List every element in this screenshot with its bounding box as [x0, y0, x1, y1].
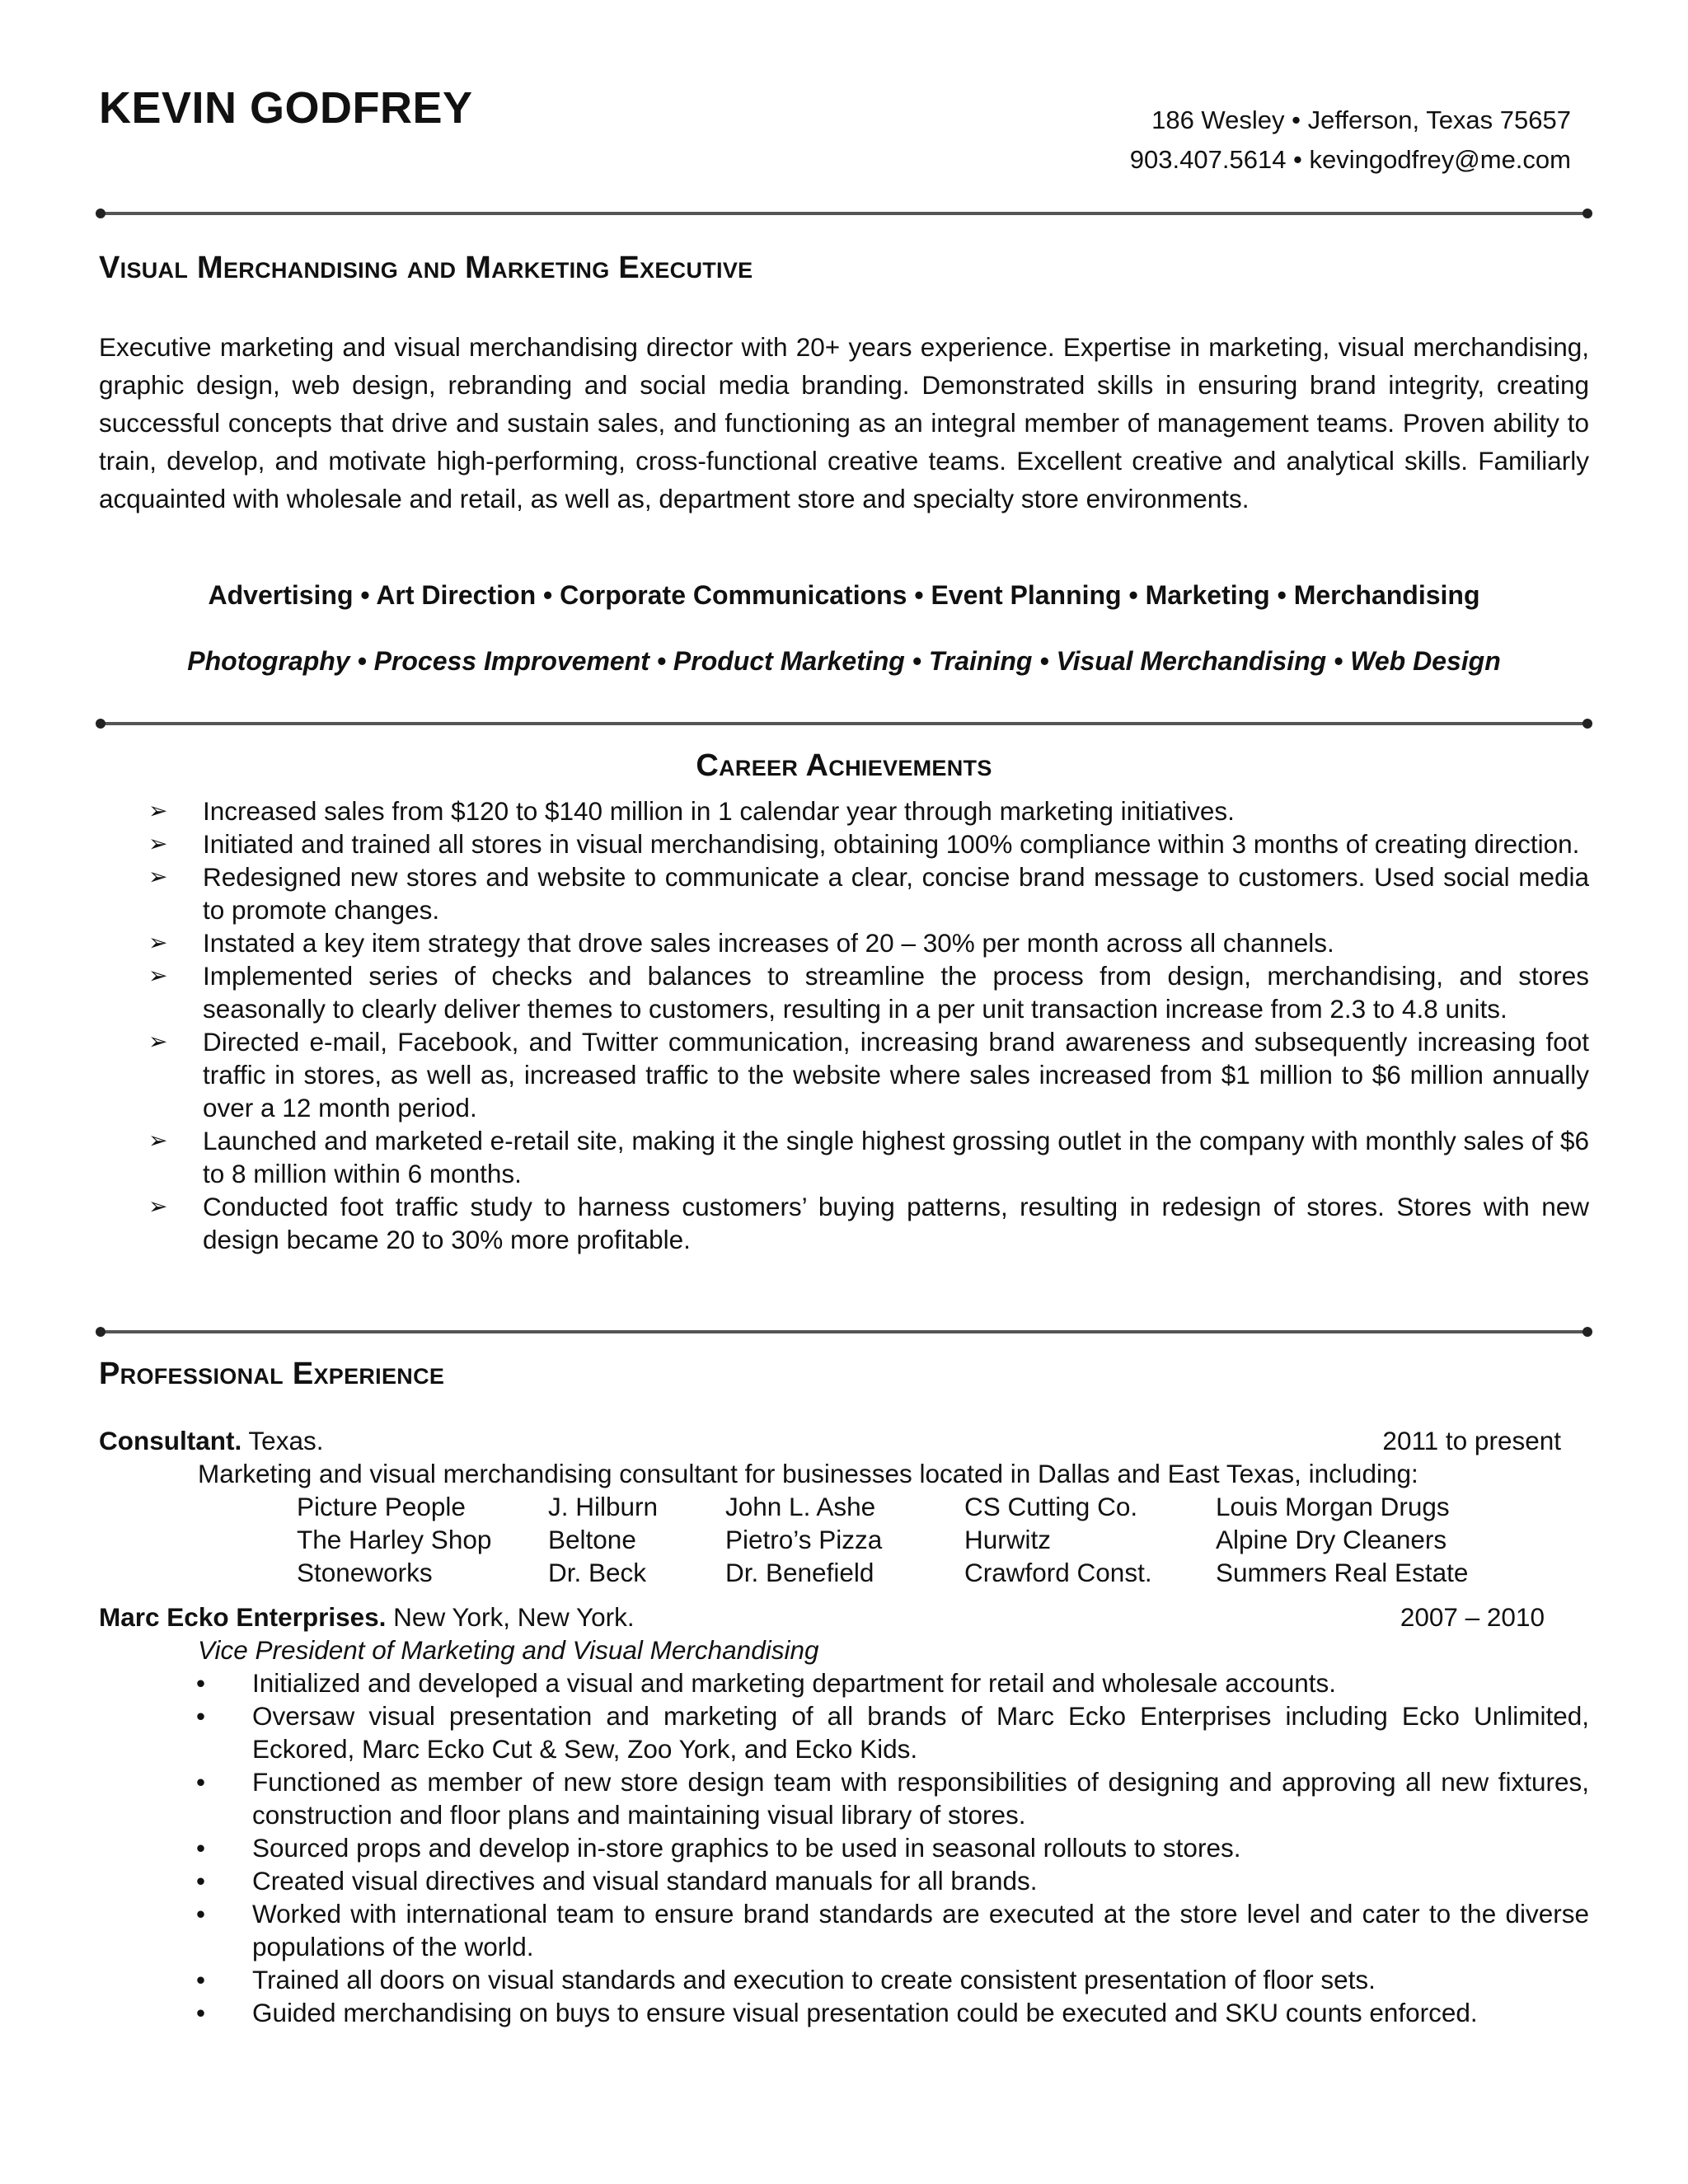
responsibility-text: Created visual directives and visual standard manuals for all brands.	[252, 1866, 1038, 1896]
achievement-item	[99, 827, 1589, 860]
client-name: Crawford Const.	[964, 1558, 1152, 1587]
keywords-line-2: Photography • Process Improvement • Product Marketing • Training • Visual Merchandising • Web Design	[187, 646, 1501, 676]
responsibility-text: Initialized and developed a visual and marketing department for retail and wholesale accounts.	[252, 1668, 1337, 1698]
achievement-item	[99, 860, 1589, 926]
bullet-dot-icon: •	[196, 1899, 206, 1929]
bullet-dot-icon: •	[196, 1767, 206, 1797]
achievement-item	[99, 1025, 1589, 1124]
client-name: CS Cutting Co.	[964, 1492, 1138, 1521]
bullet-dot-icon: •	[196, 1998, 206, 2027]
client-name: J. Hilburn	[548, 1492, 659, 1521]
achievement-text: Implemented series of checks and balances to streamline the process from design, merchandising, and stores seasonally to clearly deliver themes to customers, resulting in a per unit transaction increase from 2.3 to 4.8 units.	[203, 961, 1589, 1024]
bullet-dot-icon: •	[196, 1866, 206, 1896]
job-location: Texas.	[241, 1426, 324, 1455]
responsibility-text: Guided merchandising on buys to ensure visual presentation could be executed and SKU counts enforced.	[252, 1998, 1478, 2027]
responsibility-item	[99, 1963, 1589, 1996]
professional-title: Visual Merchandising and Marketing Executive	[99, 251, 753, 285]
job-org: Consultant.	[99, 1426, 242, 1455]
keywords-line-1: Advertising • Art Direction • Corporate Communications • Event Planning • Marketing • Merchandising	[208, 580, 1480, 610]
client-name: Dr. Beck	[548, 1558, 647, 1587]
job-role: Vice President of Marketing and Visual Merchandising	[198, 1635, 819, 1665]
contact-address: 186 Wesley • Jefferson, Texas 75657	[1151, 105, 1571, 134]
responsibility-item	[99, 1996, 1589, 2029]
divider-rule	[99, 212, 1589, 215]
achievements-list	[99, 794, 1589, 1256]
client-row	[297, 1490, 1533, 1523]
client-name: Louis Morgan Drugs	[1216, 1492, 1450, 1521]
achievement-item	[99, 1190, 1589, 1256]
divider-rule	[99, 1330, 1589, 1333]
responsibility-item	[99, 1831, 1589, 1864]
job-location: New York, New York.	[386, 1602, 635, 1632]
client-name: The Harley Shop	[297, 1525, 492, 1554]
responsibilities-list	[99, 1666, 1589, 2029]
responsibility-item	[99, 1666, 1589, 1699]
bullet-dot-icon: •	[196, 1833, 206, 1863]
job-dates: 2007 – 2010	[1400, 1602, 1545, 1632]
job-dates: 2011 to present	[1382, 1426, 1561, 1455]
achievement-text: Directed e-mail, Facebook, and Twitter communication, increasing brand awareness and subsequently increasing foot traffic in stores, as well as, increased traffic to the website where sales increased from $1 million to $6 million annually over a 12 month period.	[203, 1027, 1589, 1122]
consultant-description: Marketing and visual merchandising consultant for businesses located in Dallas and East Texas, including:	[198, 1459, 1418, 1488]
arrow-bullet-icon: ➢	[148, 1127, 168, 1154]
achievement-text: Launched and marketed e-retail site, making it the single highest grossing outlet in the company with monthly sales of $6 to 8 million within 6 months.	[203, 1126, 1589, 1188]
responsibility-text: Sourced props and develop in-store graphics to be used in seasonal rollouts to stores.	[252, 1833, 1241, 1863]
candidate-name: KEVIN GODFREY	[99, 83, 473, 133]
bullet-dot-icon: •	[196, 1668, 206, 1698]
arrow-bullet-icon: ➢	[148, 1193, 168, 1220]
client-name: Hurwitz	[964, 1525, 1052, 1554]
bullet-dot-icon: •	[196, 1965, 206, 1994]
contact-phone-email: 903.407.5614 • kevingodfrey@me.com	[1129, 145, 1571, 174]
client-name: Summers Real Estate	[1216, 1558, 1469, 1587]
achievement-item	[99, 794, 1589, 827]
client-name: Dr. Benefield	[725, 1558, 874, 1587]
client-row	[297, 1523, 1533, 1556]
experience-heading: Professional Experience	[99, 1357, 445, 1391]
client-name: Pietro’s Pizza	[725, 1525, 883, 1554]
client-name: Stoneworks	[297, 1558, 433, 1587]
responsibility-item	[99, 1765, 1589, 1831]
achievement-text: Increased sales from $120 to $140 million in 1 calendar year through marketing initiatives.	[203, 796, 1235, 826]
client-name: John L. Ashe	[725, 1492, 876, 1521]
achievement-item	[99, 959, 1589, 1025]
responsibility-text: Worked with international team to ensure brand standards are executed at the store level and cater to the diverse populations of the world.	[252, 1899, 1589, 1961]
responsibility-item	[99, 1699, 1589, 1765]
arrow-bullet-icon: ➢	[148, 929, 168, 956]
responsibility-text: Oversaw visual presentation and marketing of all brands of Marc Ecko Enterprises including Ecko Unlimited, Eckored, Marc Ecko Cut & Sew, Zoo York, and Ecko Kids.	[252, 1701, 1589, 1764]
divider-rule	[99, 722, 1589, 725]
responsibility-text: Trained all doors on visual standards and execution to create consistent presentation of floor sets.	[252, 1965, 1376, 1994]
achievement-text: Initiated and trained all stores in visual merchandising, obtaining 100% compliance within 3 months of creating direction.	[203, 829, 1580, 859]
responsibility-item	[99, 1897, 1589, 1963]
client-name: Picture People	[297, 1492, 466, 1521]
contact-block	[1130, 101, 1571, 180]
achievement-text: Redesigned new stores and website to communicate a clear, concise brand message to customers. Used social media to promote changes.	[203, 862, 1589, 925]
arrow-bullet-icon: ➢	[148, 797, 168, 824]
client-name: Alpine Dry Cleaners	[1216, 1525, 1447, 1554]
job-consultant-header	[99, 1424, 1589, 1457]
job-ecko-header	[99, 1601, 1589, 1633]
summary-paragraph: Executive marketing and visual merchandising director with 20+ years experience. Expertise in marketing, visual merchandising, graphic design, web design, rebranding and social media branding. Demonstrated skills in ensuring brand integrity, creating successful concepts that drive and sustain sales, and functioning as an integral member of management teams. Proven ability to train, develop, and motivate high-performing, cross-functional creative teams. Excellent creative and analytical skills. Familiarly acquainted with wholesale and retail, as well as, department store and specialty store environments.	[99, 332, 1589, 513]
responsibility-item	[99, 1864, 1589, 1897]
job-org: Marc Ecko Enterprises.	[99, 1602, 387, 1632]
client-name: Beltone	[548, 1525, 636, 1554]
achievements-heading: Career Achievements	[696, 748, 992, 783]
client-list	[297, 1490, 1533, 1589]
arrow-bullet-icon: ➢	[148, 962, 168, 989]
achievement-text: Conducted foot traffic study to harness customers’ buying patterns, resulting in redesign of stores. Stores with new design became 20 to 30% more profitable.	[203, 1192, 1589, 1254]
achievement-item	[99, 926, 1589, 959]
responsibility-text: Functioned as member of new store design team with responsibilities of designing and approving all new fixtures, construction and floor plans and maintaining visual library of stores.	[252, 1767, 1589, 1830]
arrow-bullet-icon: ➢	[148, 1028, 168, 1055]
bullet-dot-icon: •	[196, 1701, 206, 1731]
achievement-text: Instated a key item strategy that drove sales increases of 20 – 30% per month across all channels.	[203, 928, 1334, 958]
client-row	[297, 1556, 1533, 1589]
arrow-bullet-icon: ➢	[148, 830, 168, 857]
achievement-item	[99, 1124, 1589, 1190]
arrow-bullet-icon: ➢	[148, 863, 168, 890]
